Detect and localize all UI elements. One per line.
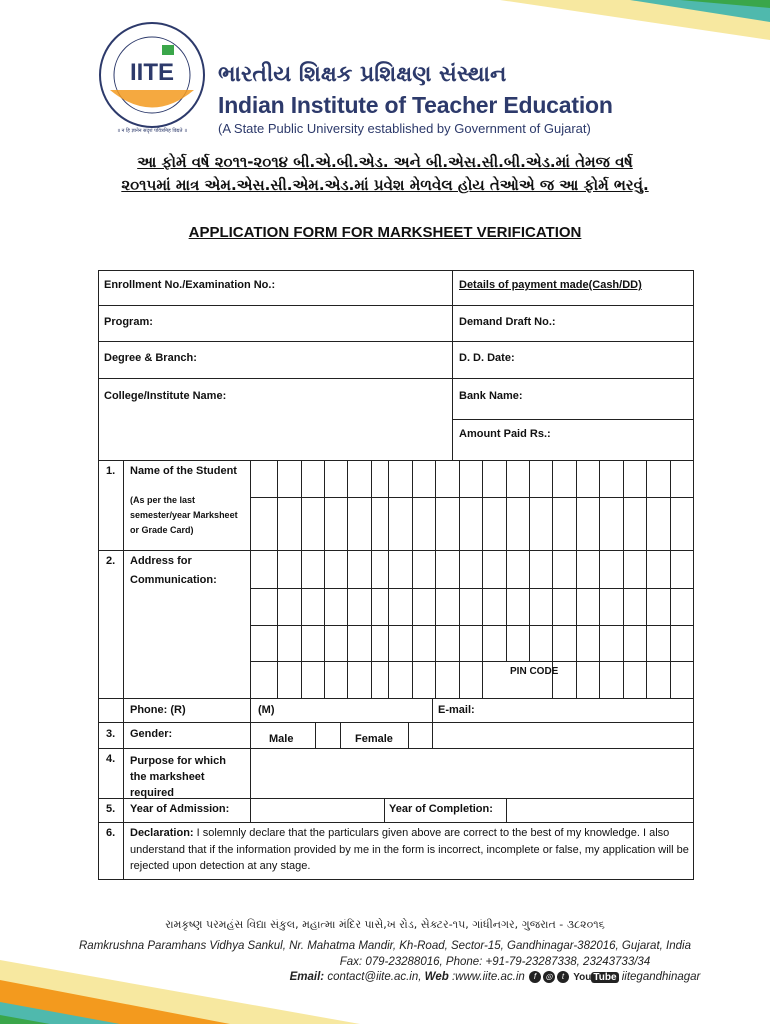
footer-contact: Fax: 079-23288016, Phone: +91-79-23287338, 23243733/34 bbox=[339, 956, 651, 968]
bank-label: Bank Name: bbox=[459, 390, 523, 402]
q5-number: 5. bbox=[106, 803, 116, 815]
address-label-line2: Communication: bbox=[130, 574, 217, 586]
facebook-icon[interactable]: f bbox=[529, 971, 541, 983]
top-right-decoration bbox=[380, 0, 770, 45]
admission-year-label: Year of Admission: bbox=[130, 803, 230, 815]
declaration-label: Declaration: bbox=[130, 827, 194, 839]
footer-email-label: Email: bbox=[289, 971, 325, 984]
notice-line-1: આ ફોર્મ વર્ષ ૨૦૧૧-૨૦૧૪ બી.એ.બી.એડ. અને બી.એસ.સી.બી.એડ.માં તેમજ વર્ષ bbox=[137, 153, 633, 171]
purpose-label: Purpose for which the marksheet required bbox=[130, 755, 226, 799]
gender-label: Gender: bbox=[130, 728, 173, 740]
notice-line-2: ૨૦૧૫માં માત્ર એમ.એસ.સી.એમ.એડ.માં પ્રવેશ મેળવેલ હોય તેઓએ જ આ ફોર્મ ભરવું. bbox=[121, 176, 649, 194]
q2-number: 2. bbox=[106, 555, 116, 567]
student-name-note: (As per the last semester/year Marksheet or Grade Card) bbox=[130, 495, 238, 535]
student-name-label: Name of the Student bbox=[130, 465, 237, 477]
footer-email[interactable]: contact@iite.ac.in, bbox=[324, 971, 422, 984]
institute-title: Indian Institute of Teacher Education bbox=[218, 92, 613, 118]
payment-details-label: Details of payment made(Cash/DD) bbox=[459, 279, 642, 291]
footer-address: Ramkrushna Paramhans Vidhya Sankul, Nr. Mahatma Mandir, Kh-Road, Sector-15, Gandhinagar-382016, Gujarat, India bbox=[79, 940, 691, 952]
institute-subtitle: (A State Public University established by Government of Gujarat) bbox=[218, 121, 591, 136]
demand-draft-label: Demand Draft No.: bbox=[459, 316, 556, 328]
declaration bbox=[130, 825, 690, 875]
enrollment-label: Enrollment No./Examination No.: bbox=[104, 279, 276, 291]
gender-male-option[interactable]: Male bbox=[269, 733, 294, 745]
q3-number: 3. bbox=[106, 728, 116, 740]
pin-code-label: PIN CODE bbox=[510, 666, 559, 677]
declaration-text: I solemnly declare that the particulars given above are correct to the best of my knowledge. I also understand that if the information provided by me in the form is incorrect, incomplete or false, my application will be rejected upon detection at any stage. bbox=[130, 827, 689, 872]
degree-label: Degree & Branch: bbox=[104, 352, 197, 364]
email-label: E-mail: bbox=[438, 704, 475, 716]
svg-text:॥ न हि ज्ञानेन सदृशं पवित्रमिह: ॥ न हि ज्ञानेन सदृशं पवित्रमिह विद्यते ॥ bbox=[116, 128, 188, 134]
youtube-tube: Tube bbox=[593, 972, 617, 984]
amount-label: Amount Paid Rs.: bbox=[459, 428, 551, 440]
program-label: Program: bbox=[104, 316, 153, 328]
completion-year-label: Year of Completion: bbox=[389, 803, 493, 815]
svg-text:IITE: IITE bbox=[129, 59, 175, 86]
footer-web-label: Web bbox=[424, 971, 449, 984]
youtube-you: You bbox=[573, 972, 592, 984]
form-title: APPLICATION FORM FOR MARKSHEET VERIFICATION bbox=[188, 224, 582, 241]
address-label-line1: Address for bbox=[130, 555, 192, 567]
footer-address-gujarati: રામકૃષ્ણ પરમહંસ વિદ્યા સંકુલ, મહાત્મા મંદિર પાસે,ખ રોડ, સેક્ટર-૧૫, ગાંધીનગર, ગુજરાત - ૩૮૨૦૧૬ bbox=[165, 918, 605, 931]
footer-web[interactable]: :www.iite.ac.in bbox=[448, 971, 525, 984]
q1-number: 1. bbox=[106, 465, 116, 477]
gender-female-option[interactable]: Female bbox=[355, 733, 393, 745]
footer-handle[interactable]: iitegandhinagar bbox=[621, 971, 701, 984]
phone-m-label: (M) bbox=[258, 704, 275, 716]
q4-number: 4. bbox=[106, 753, 116, 765]
gujarati-institute-title: ભારતીય શિક્ષક પ્રશિક્ષણ સંસ્થાન bbox=[218, 62, 507, 87]
phone-r-label: Phone: (R) bbox=[130, 704, 186, 716]
college-label: College/Institute Name: bbox=[104, 390, 227, 402]
footer-email-web bbox=[110, 971, 770, 983]
instagram-icon[interactable]: ◎ bbox=[543, 971, 555, 983]
dd-date-label: D. D. Date: bbox=[459, 352, 515, 364]
q6-number: 6. bbox=[106, 827, 116, 839]
iite-logo bbox=[90, 20, 215, 135]
twitter-icon[interactable]: t bbox=[557, 971, 569, 983]
youtube-icon[interactable] bbox=[573, 972, 618, 983]
